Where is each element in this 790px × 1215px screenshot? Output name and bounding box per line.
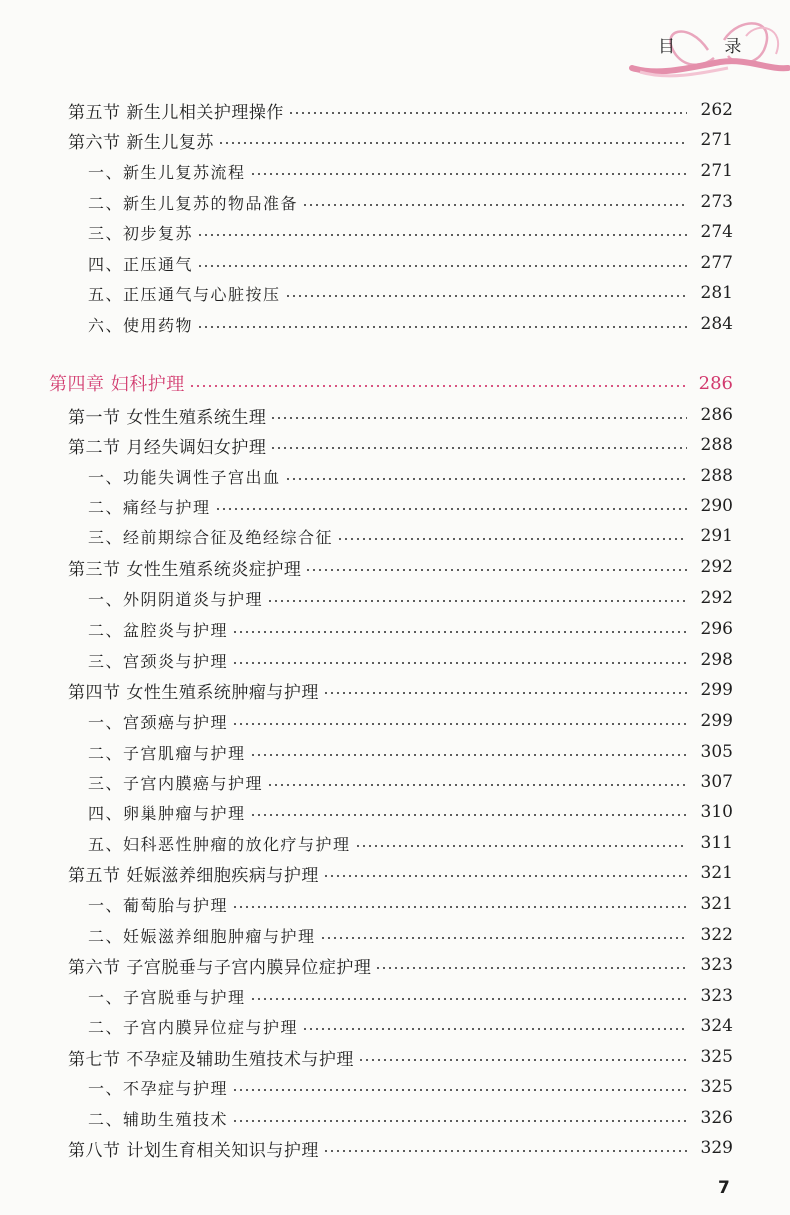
toc-entry-page: 299 <box>700 680 733 700</box>
dot-leader <box>197 234 687 236</box>
toc-entry-page: 286 <box>698 372 733 394</box>
dot-leader <box>358 1059 687 1061</box>
dot-leader <box>197 265 687 267</box>
dot-leader <box>323 692 687 694</box>
page-number: 7 <box>718 1178 730 1198</box>
toc-entry-label: 第六节 新生儿复苏 <box>68 132 214 153</box>
toc-entry-page: 290 <box>700 496 733 516</box>
toc-entry-page: 326 <box>700 1108 733 1128</box>
dot-leader <box>189 385 687 387</box>
dot-leader <box>302 204 687 206</box>
dot-leader <box>250 754 687 756</box>
toc-entry-label: 四、正压通气 <box>88 254 194 274</box>
toc-subsection-entry <box>88 645 733 675</box>
toc-subsection-entry <box>88 614 733 644</box>
toc-entry-label: 二、妊娠滋养细胞肿瘤与护理 <box>88 926 316 946</box>
toc-entry-label: 一、宫颈癌与护理 <box>88 712 229 732</box>
toc-entry-label: 五、正压通气与心脏按压 <box>88 284 281 304</box>
toc-subsection-entry <box>88 278 733 308</box>
toc-subsection-entry <box>88 767 733 797</box>
toc-entry-page: 274 <box>700 222 733 242</box>
dot-leader <box>320 937 687 939</box>
toc-subsection-entry <box>88 248 733 278</box>
dot-leader <box>337 538 687 540</box>
toc-entry-label: 第二节 月经失调妇女护理 <box>68 437 267 458</box>
toc-subsection-entry <box>88 461 733 491</box>
dot-leader <box>270 417 687 419</box>
toc-entry-label: 三、经前期综合征及绝经综合征 <box>88 527 334 547</box>
dot-leader <box>305 569 687 571</box>
toc-entry-label: 二、子宫肌瘤与护理 <box>88 743 246 763</box>
toc-entry-page: 324 <box>700 1016 733 1036</box>
toc-subsection-entry <box>88 1103 733 1133</box>
toc-entry-page: 298 <box>700 650 733 670</box>
toc-entry-page: 292 <box>700 588 733 608</box>
toc-subsection-entry <box>88 583 733 613</box>
toc-entry-page: 284 <box>700 314 733 334</box>
toc-subsection-entry <box>88 491 733 521</box>
toc-entry-label: 五、妇科恶性肿瘤的放化疗与护理 <box>88 834 351 854</box>
toc-entry-label: 第一节 女性生殖系统生理 <box>68 407 267 428</box>
toc-entry-label: 一、新生儿复苏流程 <box>88 162 246 182</box>
dot-leader <box>250 173 687 175</box>
dot-leader <box>323 875 687 877</box>
toc-entry-page: 281 <box>700 283 733 303</box>
dot-leader <box>250 814 687 816</box>
toc-entry-page: 292 <box>700 557 733 577</box>
toc-entry-page: 271 <box>700 161 733 181</box>
toc-entry-label: 一、子宫脱垂与护理 <box>88 987 246 1007</box>
toc-subsection-entry <box>88 217 733 247</box>
toc-entry-page: 291 <box>700 526 733 546</box>
toc-section-entry <box>68 400 733 430</box>
toc-subsection-entry <box>88 797 733 827</box>
toc-entry-label: 三、子宫内膜癌与护理 <box>88 773 264 793</box>
toc-section-entry <box>68 430 733 460</box>
toc-section-entry <box>68 950 733 980</box>
toc-subsection-entry <box>88 1072 733 1102</box>
toc-entry-page: 323 <box>700 986 733 1006</box>
toc-entry-page: 310 <box>700 802 733 822</box>
dot-leader <box>232 1120 687 1122</box>
toc-entry-label: 一、外阴阴道炎与护理 <box>88 589 264 609</box>
toc-section-entry <box>68 858 733 888</box>
toc-entry-label: 第六节 子宫脱垂与子宫内膜异位症护理 <box>68 957 372 978</box>
toc-entry-page: 321 <box>700 894 733 914</box>
toc-entry-page: 271 <box>700 130 733 150</box>
dot-leader <box>285 478 687 480</box>
toc-subsection-entry <box>88 920 733 950</box>
toc-subsection-entry <box>88 309 733 339</box>
toc-entry-label: 六、使用药物 <box>88 315 194 335</box>
dot-leader <box>197 326 687 328</box>
dot-leader <box>232 631 687 633</box>
dot-leader <box>215 508 687 510</box>
toc-entry-label: 第五节 新生儿相关护理操作 <box>68 102 284 123</box>
dot-leader <box>250 998 687 1000</box>
toc-section-entry <box>68 125 733 155</box>
dot-leader <box>232 723 687 725</box>
toc-entry-label: 四、卵巢肿瘤与护理 <box>88 803 246 823</box>
dot-leader <box>375 967 687 969</box>
toc-entry-label: 第四节 女性生殖系统肿瘤与护理 <box>68 682 319 703</box>
dot-leader <box>288 112 687 114</box>
toc-entry-page: 325 <box>700 1047 733 1067</box>
toc-subsection-entry <box>88 737 733 767</box>
toc-entry-page: 329 <box>700 1138 733 1158</box>
toc-entry-page: 325 <box>700 1077 733 1097</box>
toc-subsection-entry <box>88 889 733 919</box>
toc-entry-label: 第七节 不孕症及辅助生殖技术与护理 <box>68 1049 354 1070</box>
dot-leader <box>267 600 687 602</box>
toc-subsection-entry <box>88 187 733 217</box>
dot-leader <box>218 142 687 144</box>
toc-subsection-entry <box>88 828 733 858</box>
toc-entry-page: 288 <box>700 466 733 486</box>
toc-section-entry <box>68 675 733 705</box>
toc-entry-label: 二、盆腔炎与护理 <box>88 620 229 640</box>
toc-entry-page: 322 <box>700 925 733 945</box>
toc-entry-label: 第四章 妇科护理 <box>49 374 185 395</box>
toc-entry-label: 三、初步复苏 <box>88 223 194 243</box>
toc-entry-label: 一、葡萄胎与护理 <box>88 895 229 915</box>
toc-entry-label: 二、辅助生殖技术 <box>88 1109 229 1129</box>
toc-entry-page: 321 <box>700 863 733 883</box>
dot-leader <box>232 1089 687 1091</box>
dot-leader <box>232 906 687 908</box>
toc-entry-page: 323 <box>700 955 733 975</box>
toc-entry-label: 第五节 妊娠滋养细胞疾病与护理 <box>68 865 319 886</box>
toc-section-entry <box>68 552 733 582</box>
toc-entry-label: 二、子宫内膜异位症与护理 <box>88 1017 299 1037</box>
toc-entry-page: 296 <box>700 619 733 639</box>
toc-section-entry <box>68 1042 733 1072</box>
toc-chapter-entry <box>49 368 733 398</box>
dot-leader <box>267 784 687 786</box>
toc-section-entry <box>68 1133 733 1163</box>
toc-entry-label: 二、痛经与护理 <box>88 497 211 517</box>
toc-entry-page: 305 <box>700 742 733 762</box>
toc-entry-label: 二、新生儿复苏的物品准备 <box>88 193 299 213</box>
toc-entry-page: 288 <box>700 435 733 455</box>
toc-entry-label: 第三节 女性生殖系统炎症护理 <box>68 559 302 580</box>
dot-leader <box>285 295 687 297</box>
toc-entry-label: 一、功能失调性子宫出血 <box>88 467 281 487</box>
toc-section-entry <box>68 95 733 125</box>
toc-entry-page: 262 <box>700 100 733 120</box>
toc-entry-page: 299 <box>700 711 733 731</box>
toc-entry-page: 277 <box>700 253 733 273</box>
toc-entry-page: 311 <box>700 833 733 853</box>
dot-leader <box>323 1150 687 1152</box>
dot-leader <box>302 1028 687 1030</box>
page-header-title: 目 录 <box>658 37 764 57</box>
toc-entry-page: 273 <box>700 192 733 212</box>
toc-entry-label: 一、不孕症与护理 <box>88 1078 229 1098</box>
dot-leader <box>232 662 687 664</box>
toc-subsection-entry <box>88 706 733 736</box>
toc-entry-label: 三、宫颈炎与护理 <box>88 651 229 671</box>
toc-subsection-entry <box>88 981 733 1011</box>
toc-entry-page: 286 <box>700 405 733 425</box>
toc-entry-label: 第八节 计划生育相关知识与护理 <box>68 1140 319 1161</box>
dot-leader <box>270 447 687 449</box>
dot-leader <box>355 845 687 847</box>
toc-subsection-entry <box>88 156 733 186</box>
toc-subsection-entry <box>88 521 733 551</box>
toc-entry-page: 307 <box>700 772 733 792</box>
toc-subsection-entry <box>88 1011 733 1041</box>
